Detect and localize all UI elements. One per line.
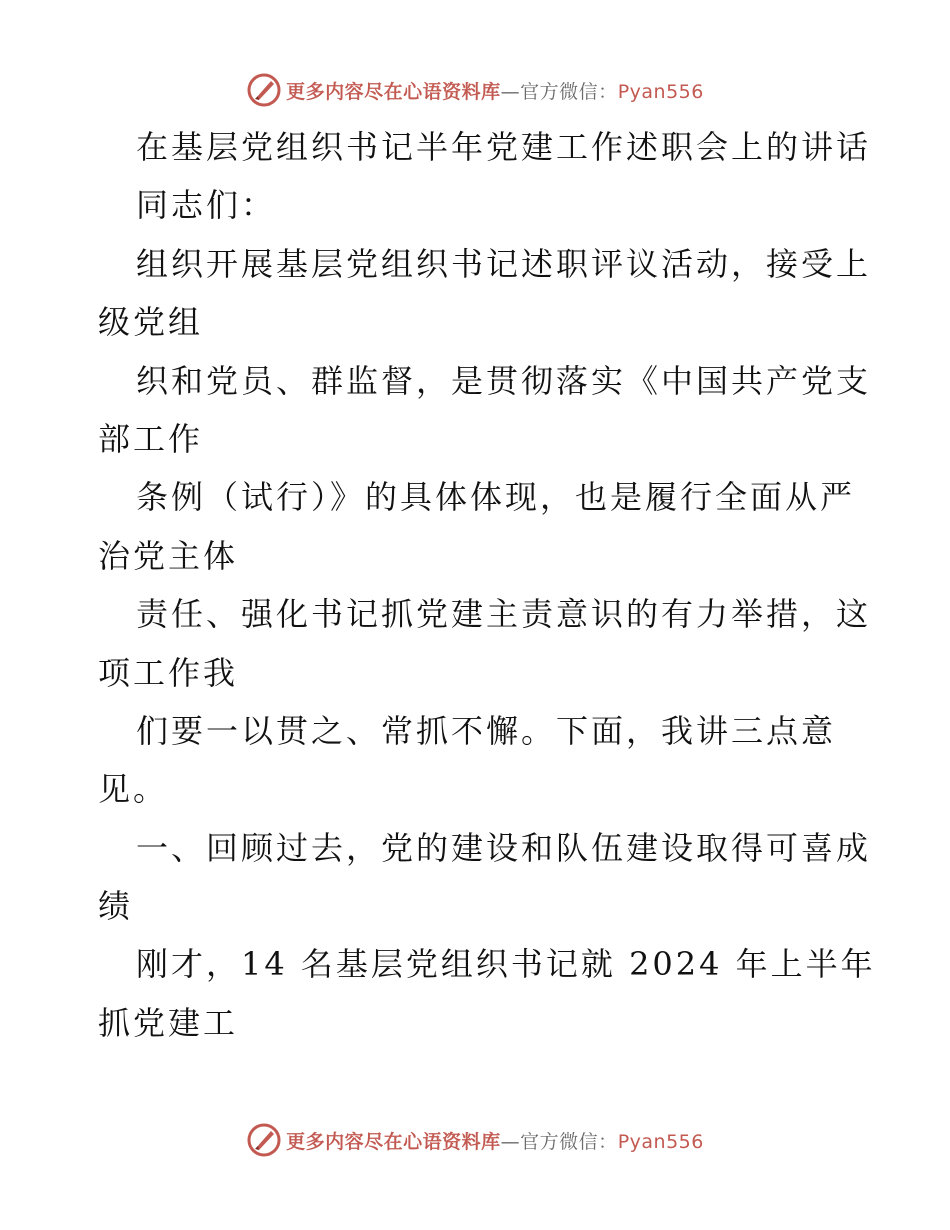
- watermark-separator: —: [500, 80, 521, 103]
- quill-seal-icon: [246, 1122, 282, 1158]
- text-line: 条例（试行）》的具体体现，也是履行全面从严: [136, 478, 856, 517]
- watermark-contact-label: 官方微信：: [520, 80, 618, 103]
- salutation: 同志们：: [136, 186, 277, 225]
- header-watermark: [0, 70, 950, 110]
- watermark-contact-value: Pyan556: [617, 1130, 704, 1153]
- watermark-contact-value: Pyan556: [617, 80, 704, 103]
- section-heading: 一、回顾过去，党的建设和队伍建设取得可喜成: [136, 828, 872, 867]
- section-heading-continued: 绩: [98, 887, 134, 926]
- text-line: 级党组: [98, 303, 204, 342]
- quill-seal-icon: [246, 72, 282, 108]
- watermark-brand: 更多内容尽在心语资料库: [286, 80, 501, 103]
- text-line: 治党主体: [98, 536, 239, 575]
- text-line: 项工作我: [98, 653, 239, 692]
- document-body: [98, 118, 876, 1052]
- text-line: 责任、强化书记抓党建主责意识的有力举措，这: [136, 595, 872, 634]
- text-line: 部工作: [98, 419, 204, 458]
- text-line: 组织开展基层党组织书记述职评议活动，接受上: [136, 244, 872, 283]
- document-title: 在基层党组织书记半年党建工作述职会上的讲话: [136, 128, 872, 166]
- watermark-brand: 更多内容尽在心语资料库: [286, 1130, 501, 1153]
- text-line: 抓党建工: [98, 1003, 239, 1042]
- watermark-contact-label: 官方微信：: [520, 1130, 618, 1153]
- text-line: 织和党员、群监督，是贯彻落实《中国共产党支: [136, 361, 872, 400]
- text-line: 见。: [98, 770, 169, 809]
- text-line: 刚才，14 名基层党组织书记就 2024 年上半年: [136, 945, 876, 984]
- text-line: 们要一以贯之、常抓不懈。下面，我讲三点意: [136, 711, 837, 750]
- footer-watermark: [0, 1120, 950, 1160]
- watermark-separator: —: [500, 1130, 521, 1153]
